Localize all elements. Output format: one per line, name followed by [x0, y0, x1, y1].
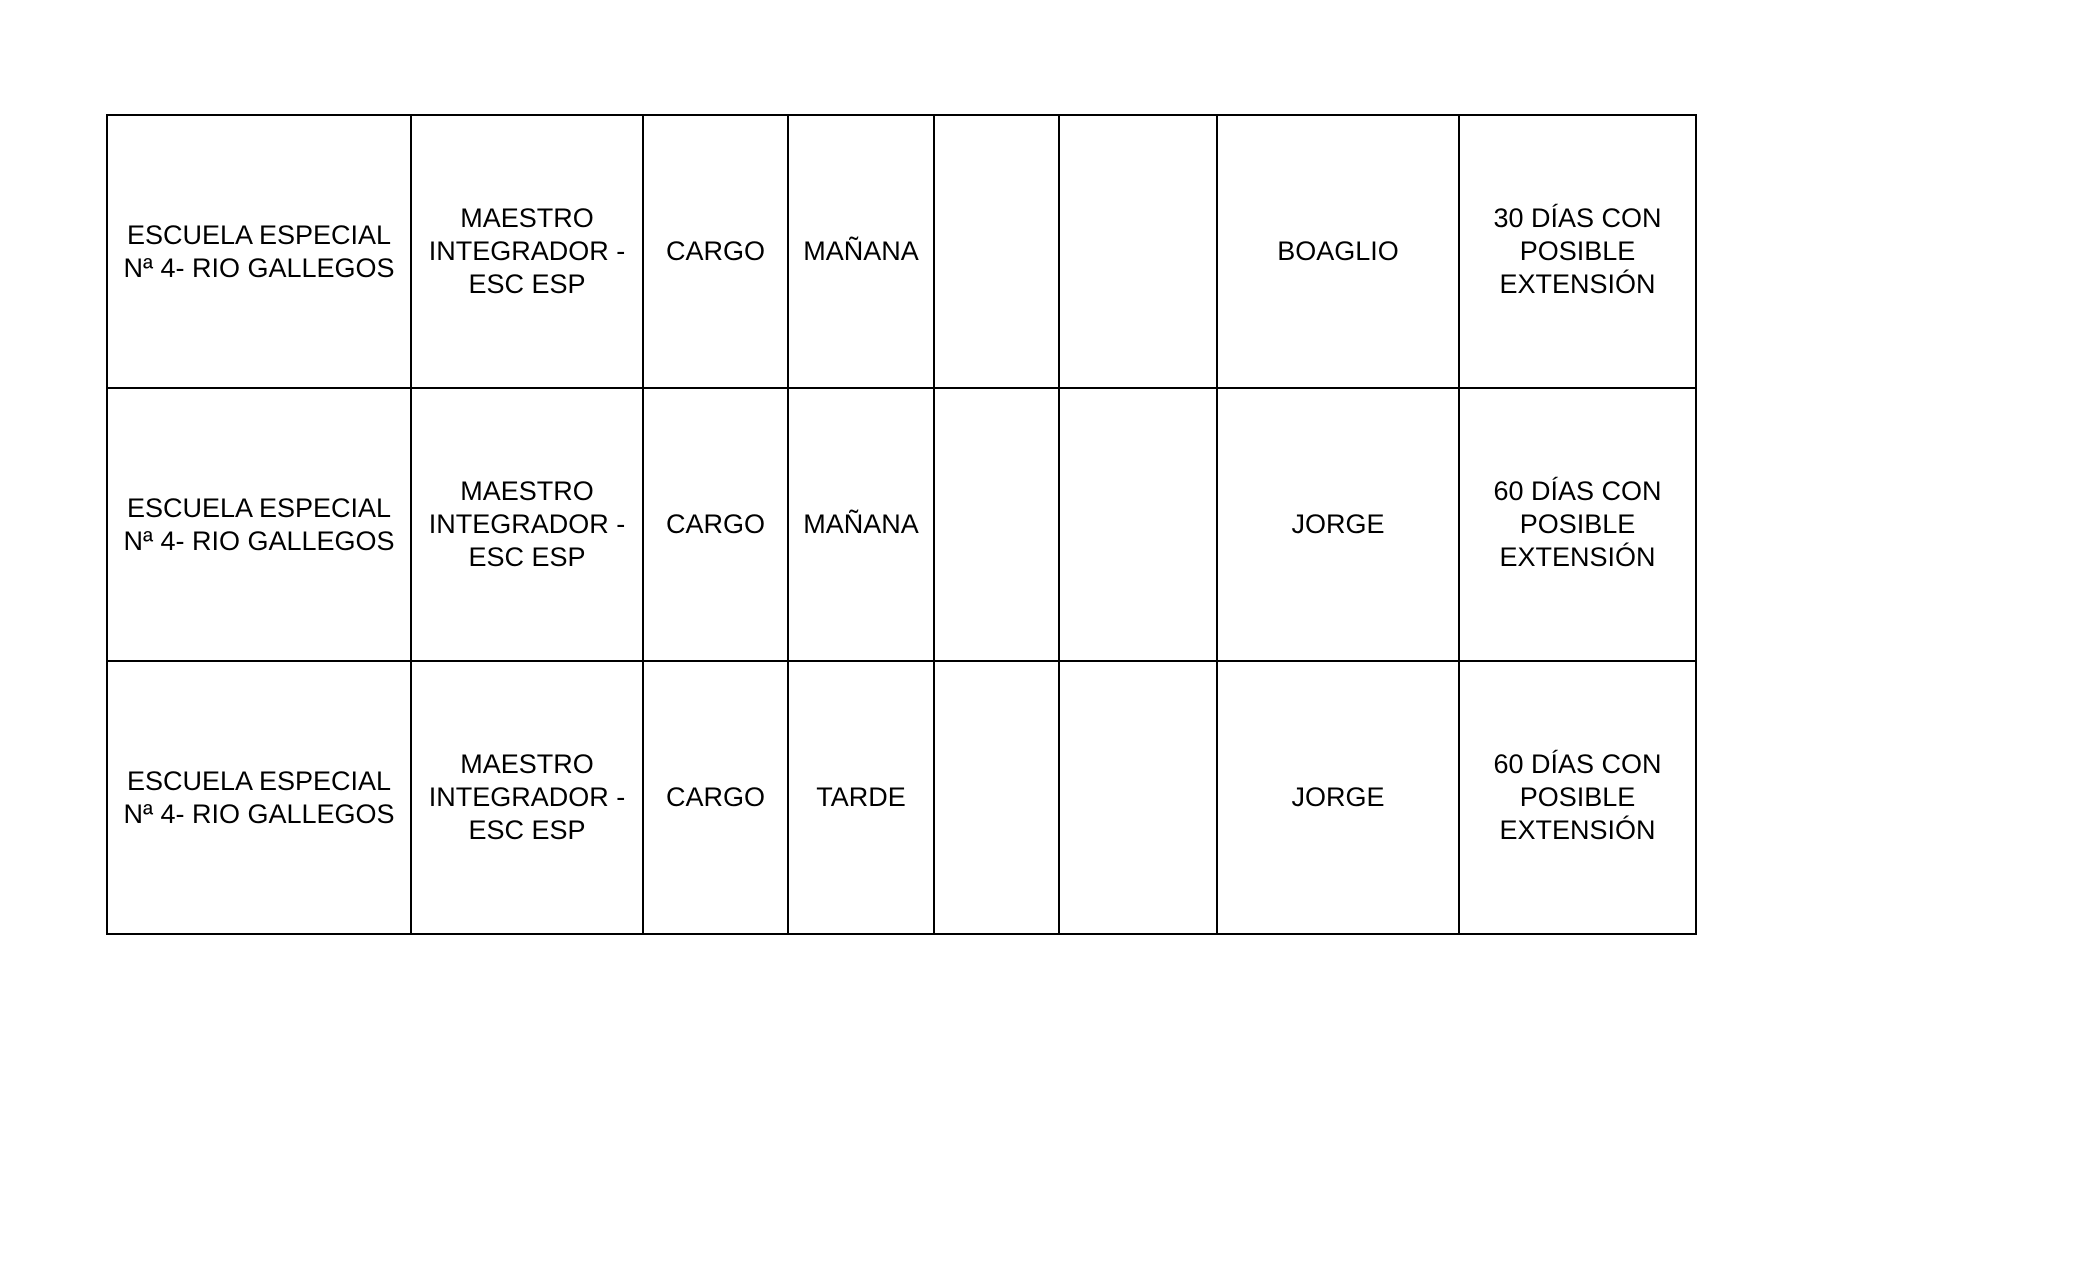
cell-empty-5[interactable]	[934, 388, 1059, 661]
cell-cargo-nombre[interactable]: MAESTRO INTEGRADOR - ESC ESP	[411, 661, 643, 934]
cell-tipo[interactable]: CARGO	[643, 115, 788, 388]
cell-duracion[interactable]: 60 DÍAS CON POSIBLE EXTENSIÓN	[1459, 388, 1696, 661]
cell-empty-5[interactable]	[934, 661, 1059, 934]
cell-escuela[interactable]: ESCUELA ESPECIAL Nª 4- RIO GALLEGOS	[107, 388, 411, 661]
cell-turno[interactable]: MAÑANA	[788, 115, 934, 388]
cell-cargo-nombre[interactable]: MAESTRO INTEGRADOR - ESC ESP	[411, 115, 643, 388]
table-row	[107, 388, 1696, 661]
cell-duracion[interactable]: 30 DÍAS CON POSIBLE EXTENSIÓN	[1459, 115, 1696, 388]
cell-turno[interactable]: TARDE	[788, 661, 934, 934]
cell-empty-6[interactable]	[1059, 115, 1217, 388]
cell-duracion[interactable]: 60 DÍAS CON POSIBLE EXTENSIÓN	[1459, 661, 1696, 934]
cell-empty-6[interactable]	[1059, 661, 1217, 934]
table-row	[107, 661, 1696, 934]
cell-empty-5[interactable]	[934, 115, 1059, 388]
cell-turno[interactable]: MAÑANA	[788, 388, 934, 661]
cell-tipo[interactable]: CARGO	[643, 388, 788, 661]
cell-escuela[interactable]: ESCUELA ESPECIAL Nª 4- RIO GALLEGOS	[107, 115, 411, 388]
cell-cargo-nombre[interactable]: MAESTRO INTEGRADOR - ESC ESP	[411, 388, 643, 661]
cell-apellido[interactable]: JORGE	[1217, 661, 1459, 934]
cell-apellido[interactable]: JORGE	[1217, 388, 1459, 661]
table-row	[107, 115, 1696, 388]
cell-empty-6[interactable]	[1059, 388, 1217, 661]
data-table	[106, 114, 1697, 935]
cell-tipo[interactable]: CARGO	[643, 661, 788, 934]
cell-escuela[interactable]: ESCUELA ESPECIAL Nª 4- RIO GALLEGOS	[107, 661, 411, 934]
cell-apellido[interactable]: BOAGLIO	[1217, 115, 1459, 388]
